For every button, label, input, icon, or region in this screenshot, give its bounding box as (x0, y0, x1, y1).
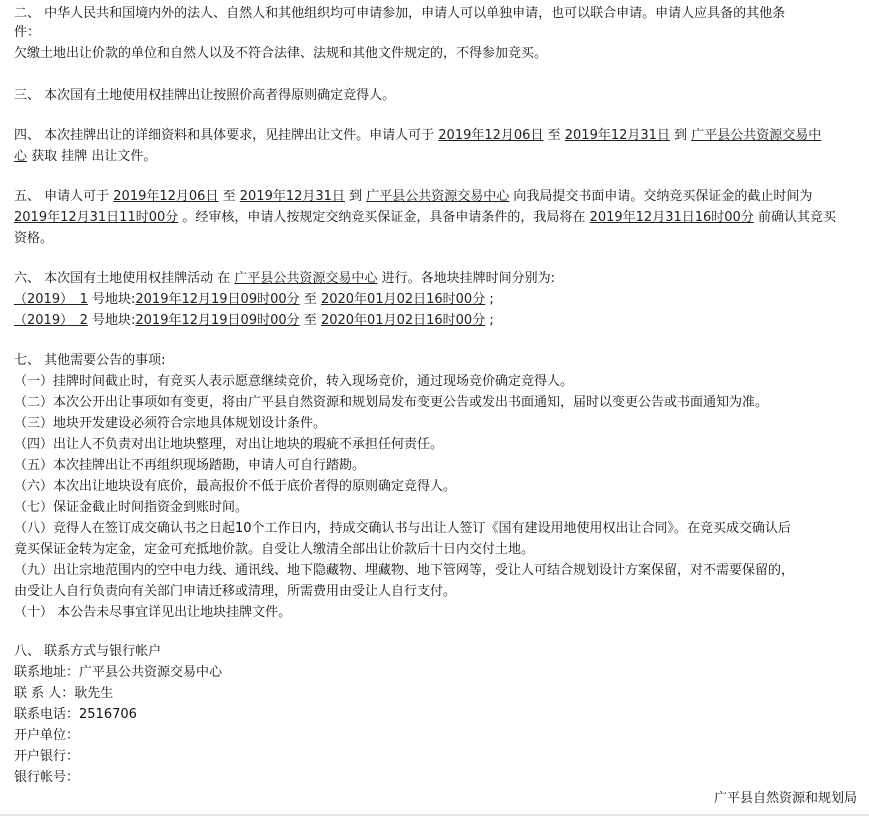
section-4-to: 至 (547, 128, 561, 143)
plot-1-end: 2020年01月02日16时00分 (320, 292, 486, 307)
section-7-item-cont: 竟买保证金转为定金，定金可充抵地价款。自受让人缴清全部出让价款后十日内交付土地。 (14, 542, 535, 557)
section-7-item: （五）本次挂牌出让不再组织现场踏勘，申请人可自行踏勘。 (14, 458, 366, 473)
plot-2-label: 号地块: (92, 313, 136, 328)
plot-row-1 (14, 289, 494, 310)
section-2-line-3: 欠缴土地出让价款的单位和自然人以及不符合法律、法规和其他文件规定的，不得参加竞买。 (14, 46, 548, 61)
section-7-item: （八）竞得人在签订成交确认书之日起10个工作日内，持成交确认书与出让人签订《国有建设用地使用权出让合同》。在竞买成交确认后 (14, 521, 792, 536)
plot-1-label: 号地块: (92, 292, 136, 307)
section-5-line-2 (14, 207, 836, 228)
section-7-item: （十） 本公告未尽事宜详见出让地块挂牌文件。 (14, 605, 292, 620)
section-4-start-date: 2019年12月06日 (438, 128, 544, 143)
section-4-end-date: 2019年12月31日 (564, 128, 670, 143)
section-6-line-1 (14, 268, 555, 289)
section-3: 三、 本次国有土地使用权挂牌出让按照价高者得原则确定竞得人。 (14, 88, 396, 103)
section-7-item: （九）出让宗地范围内的空中电力线、通讯线、地下隐藏物、埋藏物、地下管网等，受让人可结合规划设计方案保留，对不需要保留的， (14, 563, 795, 578)
section-5-line-1 (14, 186, 812, 207)
contact-address: 联系地址：广平县公共资源交易中心 (14, 665, 223, 680)
section-2-line-1: 二、 中华人民共和国境内外的法人、自然人和其他组织均可申请参加，申请人可以单独申请，也可以联合申请。申请人应具备的其他条 (14, 6, 786, 21)
section-5-at: 到 (349, 189, 363, 204)
section-6-text-b: 进行。各地块挂牌时间分别为: (381, 271, 555, 286)
section-5-end-date: 2019年12月31日 (239, 189, 345, 204)
plot-1-sep: ; (489, 292, 494, 307)
section-6-text-a: 六、 本次国有土地使用权挂牌活动 在 (14, 271, 231, 286)
section-4-text-a: 四、 本次挂牌出让的详细资料和具体要求，见挂牌出让文件。申请人可于 (14, 128, 435, 143)
plot-row-2 (14, 310, 494, 331)
plot-2-code: （2019） 2 (14, 313, 88, 328)
section-4-line-1 (14, 125, 821, 146)
section-7-title: 七、 其他需要公告的事项: (14, 353, 166, 368)
section-4-text-d: 获取 挂牌 出让文件。 (31, 149, 157, 164)
section-5-text-d: 向我局提交书面申请。交纳竞买保证金的截止时间为 (513, 189, 813, 204)
account-number: 银行帐号： (14, 770, 80, 785)
contact-phone: 联系电话：2516706 (14, 707, 137, 722)
plot-2-end: 2020年01月02日16时00分 (320, 313, 486, 328)
contact-person: 联 系 人：耿先生 (14, 686, 114, 701)
section-7-item: （二）本次公开出让事项如有变更，将由广平县自然资源和规划局发布变更公告或发出书面通知，届时以变更公告或书面通知为准。 (14, 395, 769, 410)
section-7-item: （四）出让人不负责对出让地块整理，对出让地块的瑕疵不承担任何责任。 (14, 437, 444, 452)
section-8-title: 八、 联系方式与银行帐户 (14, 644, 162, 659)
section-7-item: （七）保证金截止时间指资金到账时间。 (14, 500, 249, 515)
plot-1-to: 至 (303, 292, 317, 307)
section-7-item: （一）挂牌时间截止时，有竞买人表示愿意继续竞价，转入现场竞价，通过现场竞价确定竞得人。 (14, 374, 574, 389)
section-5-start-date: 2019年12月06日 (113, 189, 219, 204)
section-4-line-2 (14, 146, 156, 167)
section-5-place-link[interactable]: 广平县公共资源交易中心 (366, 189, 510, 204)
section-5-confirm-time: 2019年12月31日16时00分 (589, 210, 754, 225)
plot-2-sep: ; (489, 313, 494, 328)
section-5-to: 至 (222, 189, 236, 204)
plot-2-start: 2019年12月19日09时00分 (135, 313, 300, 328)
section-5-text-f: 前确认其竞买 (757, 210, 836, 225)
section-7-item-cont: 由受让人自行负责向有关部门申请迁移或清理，所需费用由受让人自行支付。 (14, 584, 457, 599)
account-unit: 开户单位： (14, 728, 80, 743)
section-6-place-link[interactable]: 广平县公共资源交易中心 (234, 271, 378, 286)
section-7-item: （六）本次出让地块设有底价，最高报价不低于底价者得的原则确定竞得人。 (14, 479, 457, 494)
section-2-line-2: 件： (14, 25, 41, 40)
section-5-text-e: 。经审核，申请人按规定交纳竞买保证金，具备申请条件的，我局将在 (182, 210, 586, 225)
signature: 广平县自然资源和规划局 (713, 791, 857, 806)
section-4-place-link[interactable]: 广平县公共资源交易中 (691, 128, 822, 143)
section-5-line-3: 资格。 (14, 231, 54, 246)
account-bank: 开户银行： (14, 749, 80, 764)
section-4-place-link-cont[interactable]: 心 (14, 149, 28, 164)
section-7-item: （三）地块开发建设必须符合宗地具体规划设计条件。 (14, 416, 327, 431)
plot-1-code: （2019） 1 (14, 292, 88, 307)
section-4-at: 到 (674, 128, 688, 143)
section-5-deposit-deadline: 2019年12月31日11时00分 (14, 210, 179, 225)
section-5-text-a: 五、 申请人可于 (14, 189, 110, 204)
plot-2-to: 至 (303, 313, 317, 328)
plot-1-start: 2019年12月19日09时00分 (135, 292, 300, 307)
